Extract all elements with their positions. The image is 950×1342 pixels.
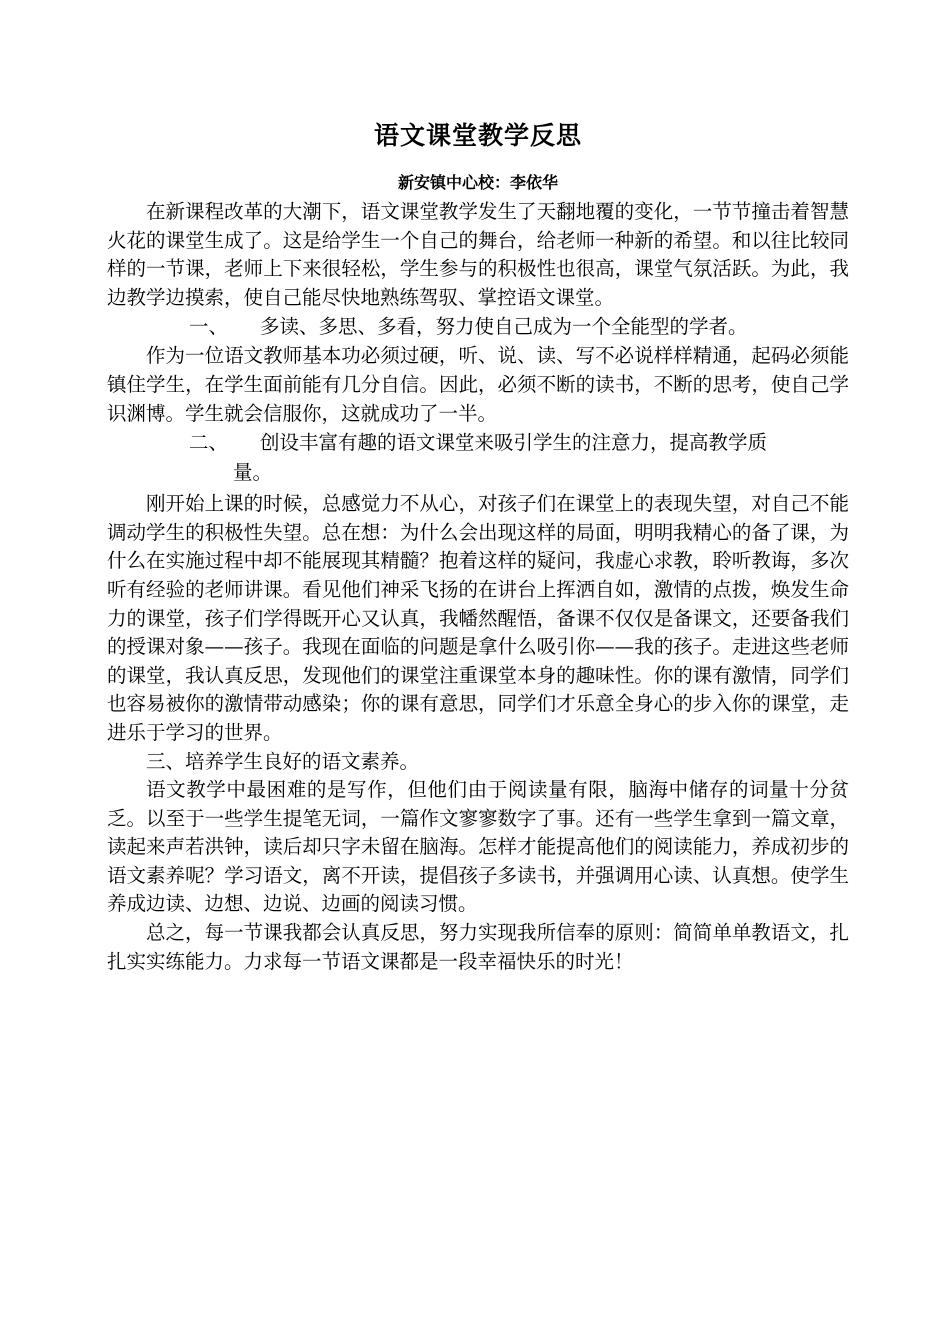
section-1-heading <box>107 312 849 342</box>
section-1-heading-text: 多读、多思、多看，努力使自己成为一个全能型的学者。 <box>260 315 748 339</box>
document-title: 语文课堂教学反思 <box>373 121 582 150</box>
document-author: 新安镇中心校：李依华 <box>397 173 558 192</box>
section-2-heading-line2: 量。 <box>233 461 273 485</box>
section-1-number: 一、 <box>189 315 229 339</box>
conclusion-paragraph: 总之，每一节课我都会认真反思，努力实现我所信奉的原则：简简单单教语文，扎扎实实练能力。力求每一节语文课都是一段幸福快乐的时光！ <box>107 921 849 973</box>
section-1-body: 作为一位语文教师基本功必须过硬，听、说、读、写不必说样样精通，起码必须能镇住学生，在学生面前能有几分自信。因此，必须不断的读书，不断的思考，使自己学识渊博。学生就会信服你，这就成功了一半。 <box>107 344 849 425</box>
section-3-heading: 三、培养学生良好的语文素养。 <box>146 749 420 773</box>
section-3-body: 语文教学中最困难的是写作，但他们由于阅读量有限，脑海中储存的词量十分贫乏。以至于一些学生提笔无词，一篇作文寥寥数字了事。还有一些学生拿到一篇文章，读起来声若洪钟，读后却只字未留在脑海。怎样才能提高他们的阅读能力，养成初步的语文素养呢？学习语文，离不开读，提倡孩子多读书，并强调用心读、认真想。使学生养成边读、边想、边说、边画的阅读习惯。 <box>107 778 849 916</box>
section-2-heading <box>107 428 849 488</box>
section-2-body: 刚开始上课的时候，总感觉力不从心，对孩子们在课堂上的表现失望，对自己不能调动学生的积极性失望。总在想：为什么会出现这样的局面，明明我精心的备了课，为什么在实施过程中却不能展现其精髓？抱着这样的疑问，我虚心求教，聆听教诲，多次听有经验的老师讲课。看见他们神采飞扬的在讲台上挥洒自如，激情的点拨，焕发生命力的课堂，孩子们学得既开心又认真，我幡然醒悟，备课不仅仅是备课文，还要备我们的授课对象——孩子。我现在面临的问题是拿什么吸引你——我的孩子。走进这些老师的课堂，我认真反思，发现他们的课堂注重课堂本身的趣味性。你的课有激情，同学们也容易被你的激情带动感染；你的课有意思，同学们才乐意全身心的步入你的课堂，走进乐于学习的世界。 <box>107 492 849 744</box>
intro-paragraph: 在新课程改革的大潮下，语文课堂教学发生了天翻地覆的变化，一节节撞击着智慧火花的课堂生成了。这是给学生一个自己的舞台，给老师一种新的希望。和以往比较同样的一节课，老师上下来很轻松，学生参与的积极性也很高，课堂气氛活跃。为此，我边教学边摸索，使自己能尽快地熟练驾驭、掌控语文课堂。 <box>107 200 849 309</box>
section-2-number: 二、 <box>189 431 229 455</box>
section-2-heading-line1: 创设丰富有趣的语文课堂来吸引学生的注意力，提高教学质 <box>260 431 768 455</box>
document-page <box>107 118 849 976</box>
